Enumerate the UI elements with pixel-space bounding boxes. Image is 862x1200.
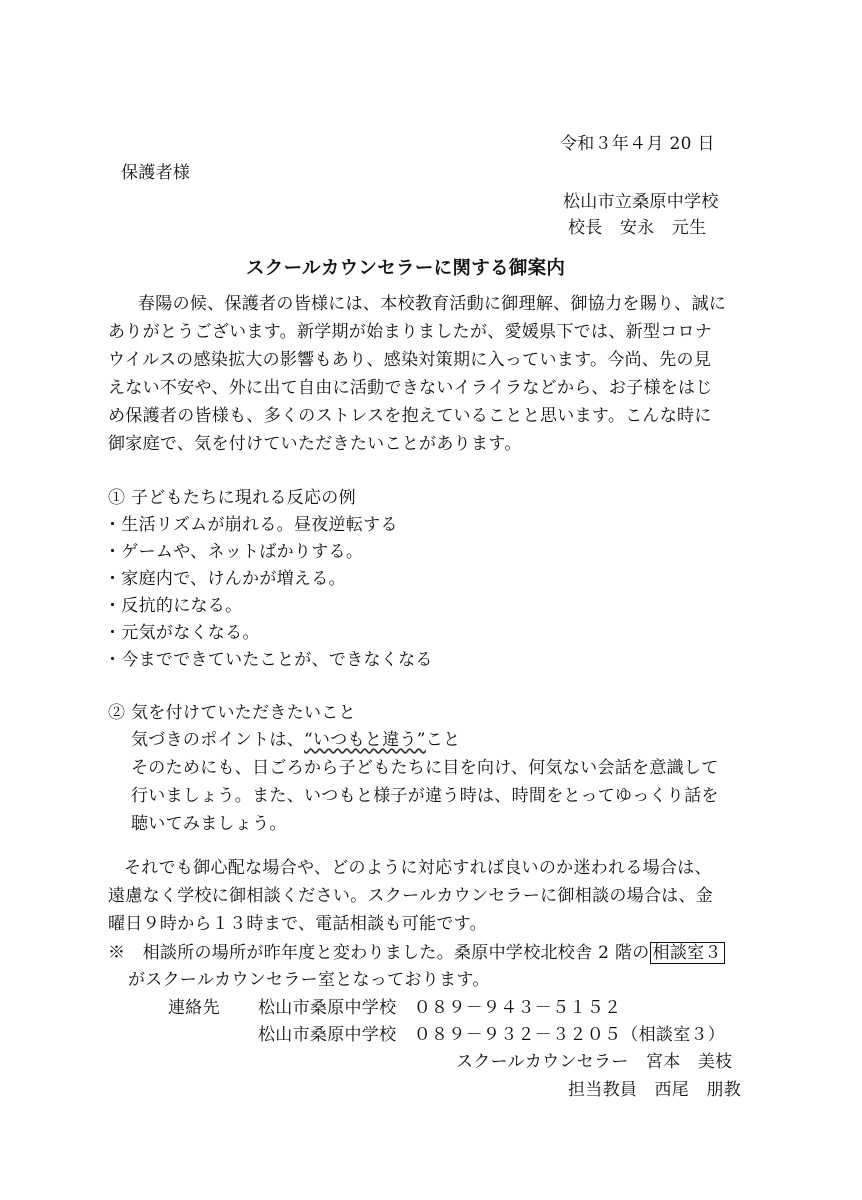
intro-line: め保護者の皆様も、多くのストレスを抱えていることと思います。こんな時に <box>108 406 712 426</box>
awareness-point <box>131 729 460 751</box>
contact-phone-counseling: 松山市桑原中学校 ０８９－９３２－３２０５（相談室３） <box>258 1025 726 1045</box>
list-item: ・反抗的になる。 <box>104 596 243 616</box>
closing-line: 曜日９時から１３時まで、電話相談も可能です。 <box>108 914 487 934</box>
intro-line: 御家庭で、気を付けていただきたいことがあります。 <box>108 434 522 454</box>
note-prefix: ※ 相談所の場所が昨年度と変わりました。桑原中学校北校舎 2 階の <box>108 943 650 963</box>
page-title: スクールカウンセラーに関する御案内 <box>246 258 566 279</box>
section2-heading: ② 気を付けていただきたいこと <box>108 703 356 723</box>
list-item: ・今までできていたことが、できなくなる <box>104 650 433 670</box>
intro-line: 春陽の候、保護者の皆様には、本校教育活動に御理解、御協力を賜り、誠に <box>138 294 727 314</box>
addressee: 保護者様 <box>121 163 191 183</box>
section1-heading: ① 子どもたちに現れる反応の例 <box>108 488 356 508</box>
list-item: ・ゲームや、ネットばかりする。 <box>104 542 364 562</box>
school-name: 松山市立桑原中学校 <box>563 192 719 212</box>
section2-body-line: 聴いてみましょう。 <box>131 814 287 834</box>
section2-body-line: そのためにも、日ごろから子どもたちに目を向け、何気ない会話を意識して <box>131 758 719 778</box>
counselor-name: スクールカウンセラー 宮本 美枝 <box>456 1052 733 1072</box>
contact-phone-main: 松山市桑原中学校 ０８９－９４３－５１５２ <box>258 998 622 1018</box>
list-item: ・元気がなくなる。 <box>104 623 260 643</box>
intro-line: ウイルスの感染拡大の影響もあり、感染対策期に入っています。今尚、先の見 <box>108 350 712 370</box>
point-emphasis: “いつもと違う” <box>304 730 426 750</box>
list-item: ・生活リズムが崩れる。昼夜逆転する <box>104 515 398 535</box>
intro-line: えない不安や、外に出て自由に活動できないイライラなどから、お子様をはじ <box>108 378 713 398</box>
contact-label: 連絡先 <box>168 998 220 1018</box>
teacher-name: 担当教員 西尾 朋教 <box>568 1080 741 1100</box>
closing-line: それでも御心配な場合や、どのように対応すれば良いのか迷われる場合は、 <box>124 858 712 878</box>
note-line2: がスクールカウンセラー室となっております。 <box>128 970 490 990</box>
principal-name: 校長 安永 元生 <box>568 218 707 238</box>
list-item: ・家庭内で、けんかが増える。 <box>104 569 346 589</box>
section2-body-line: 行いましょう。また、いつもと様子が違う時は、時間をとってゆっくり話を <box>131 786 719 806</box>
intro-line: ありがとうございます。新学期が始まりましたが、愛媛県下では、新型コロナ <box>108 322 713 342</box>
closing-line: 遠慮なく学校に御相談ください。スクールカウンセラーに御相談の場合は、金 <box>108 886 714 906</box>
note-line <box>108 942 725 964</box>
date: 令和３年４月 20 日 <box>560 134 715 154</box>
point-prefix: 気づきのポイントは、 <box>131 730 304 750</box>
room-label: 相談室３ <box>650 942 725 964</box>
point-suffix: こと <box>425 730 461 750</box>
